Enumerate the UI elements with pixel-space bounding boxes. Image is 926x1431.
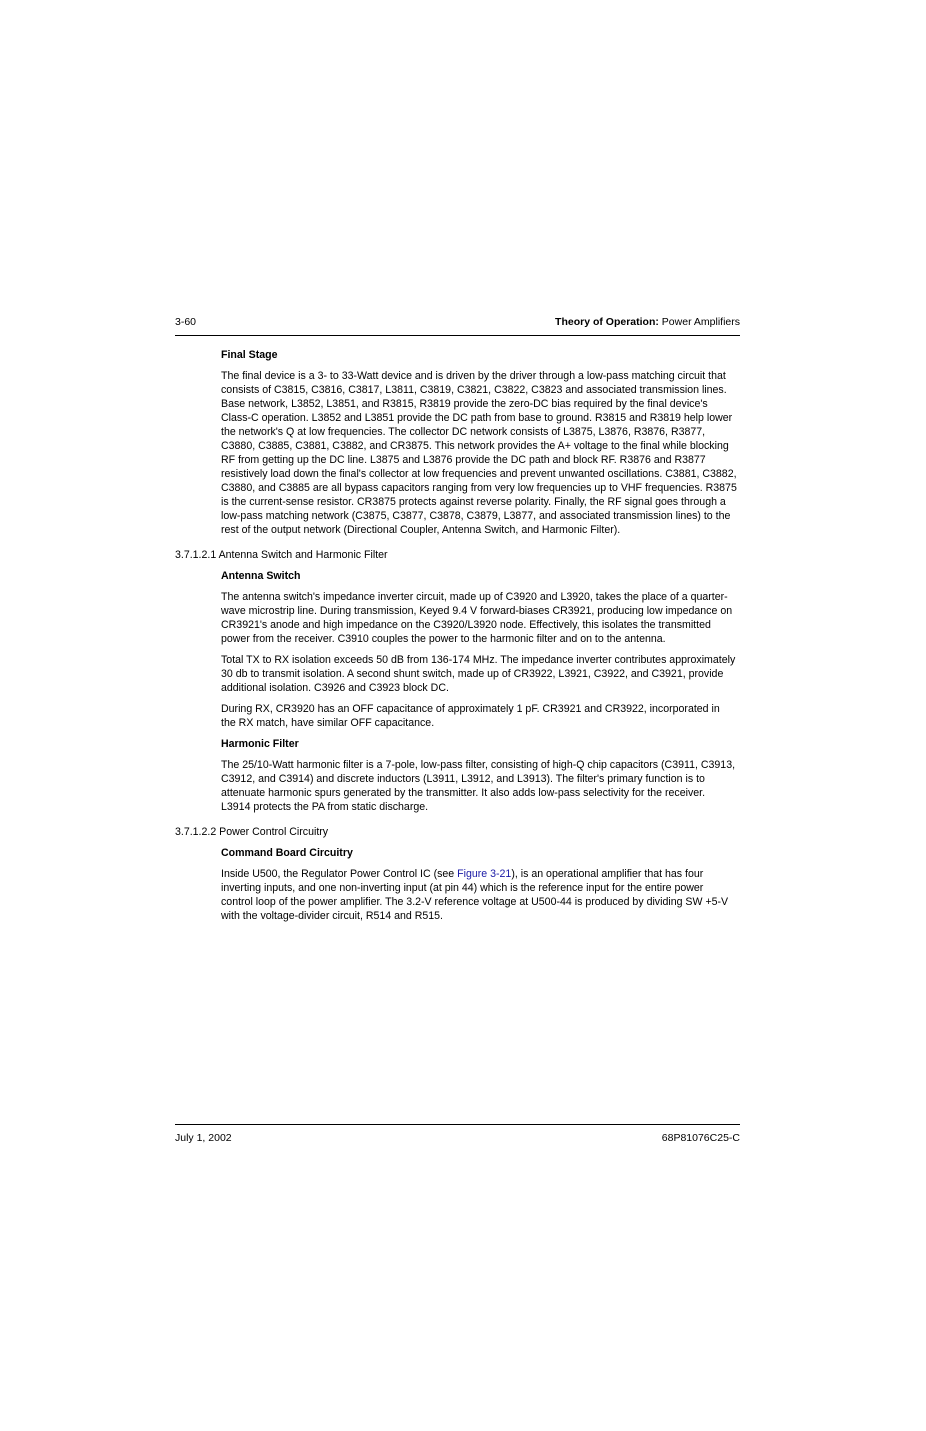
page-number: 3-60 — [175, 316, 197, 328]
running-title-bold: Theory of Operation: — [555, 316, 659, 328]
harmonic-filter-paragraph: The 25/10-Watt harmonic filter is a 7-pole, low-pass filter, consisting of high-Q chip capacitors (C3911, C3913, C3912, and C3914) and discrete inductors (L3911, L3912, and L3913). The filter's primary function is to attenuate harmonic spurs generated by the transmitter. It also adds low-pass selectivity for the receiver. L3914 protects the PA from static discharge. — [221, 759, 736, 813]
antenna-switch-heading: Antenna Switch — [221, 570, 301, 582]
antenna-switch-paragraph-3: During RX, CR3920 has an OFF capacitance of approximately 1 pF. CR3921 and CR3922, incorporated in the RX match, have similar OFF capacitance. — [221, 703, 720, 729]
final-stage-paragraph: The final device is a 3- to 33-Watt device and is driven by the driver through a low-pass matching circuit that consists of C3815, C3816, C3817, L3811, C3819, C3821, C3822, C3823 and associated transmission lines. Base network, L3852, L3851, and R3815, R3819 provide the zero-DC bias required by the final device's Class-C operation. L3852 and L3851 provide the DC path from base to ground. R3815 and R3819 help lower the network's Q at low frequencies. The collector DC network consists of L3875, L3876, R3876, R3877, C3880, C3885, C3881, C3882, and CR3875. This network provides the A+ voltage to the final while blocking RF from getting up the DC line. L3875 and L3876 provide the DC path and block RF. R3876 and R3877 resistively load down the final's collector at low frequencies and prevent unwanted oscillations. C3881, C3882, C3880, and C3885 are all bypass capacitors ranging from very low frequencies up to VHF frequencies. R3875 is the current-sense resistor. CR3875 protects against reverse polarity. Finally, the RF signal goes through a low-pass matching network (C3875, C3877, C3878, C3879, L3877, and associated transmission lines) to the rest of the output network (Directional Coupler, Antenna Switch, and Harmonic Filter). — [221, 370, 737, 536]
final-stage-heading: Final Stage — [221, 349, 278, 361]
antenna-switch-block — [221, 569, 737, 814]
antenna-switch-paragraph-1: The antenna switch's impedance inverter circuit, made up of C3920 and L3920, takes the place of a quarter-wave microstrip line. During transmission, Keyed 9.4 V forward-biases CR3921, producing low impedance on CR3921's anode and high impedance on the C3920/L3920 node. Effectively, this isolates the transmitted power from the receiver. C3910 couples the power to the harmonic filter and on to the antenna. — [221, 591, 733, 645]
header-rule — [175, 335, 740, 336]
page-header — [175, 316, 740, 332]
running-title — [555, 316, 740, 328]
footer-date: July 1, 2002 — [175, 1132, 232, 1144]
antenna-switch-paragraph-2: Total TX to RX isolation exceeds 50 dB from 136-174 MHz. The impedance inverter contributes approximately 30 db to transmit isolation. A second shunt switch, made up of CR3922, L3921, C3922, and C3921, provide additional isolation. C3926 and C3923 block DC. — [221, 654, 736, 694]
footer-rule — [175, 1124, 740, 1125]
page-body — [175, 348, 740, 930]
running-title-rest: Power Amplifiers — [658, 316, 740, 328]
command-board-block — [221, 846, 737, 923]
page-footer — [175, 1132, 740, 1148]
section-title-power-control-circuitry: 3.7.1.2.2 Power Control Circuitry — [175, 826, 329, 838]
command-board-text-before: Inside U500, the Regulator Power Control IC (see — [221, 868, 458, 880]
harmonic-filter-heading: Harmonic Filter — [221, 738, 299, 750]
section-title-antenna-switch-harmonic-filter: 3.7.1.2.1 Antenna Switch and Harmonic Filter — [175, 549, 388, 561]
command-board-heading: Command Board Circuitry — [221, 847, 353, 859]
command-board-paragraph — [221, 867, 737, 923]
figure-3-21-link[interactable]: Figure 3-21 — [457, 868, 512, 880]
footer-document-number: 68P81076C25-C — [661, 1132, 740, 1144]
command-board-text-after: ), is an operational amplifier that has four inverting inputs, and one non-inverting input (at pin 44) which is the reference input for the entire power control loop of the power amplifier. The 3.2-V reference voltage at U500-44 is produced by dividing SW +5-V with the voltage-divider circuit, R514 and R515. — [221, 868, 729, 922]
final-stage-block — [221, 348, 737, 537]
